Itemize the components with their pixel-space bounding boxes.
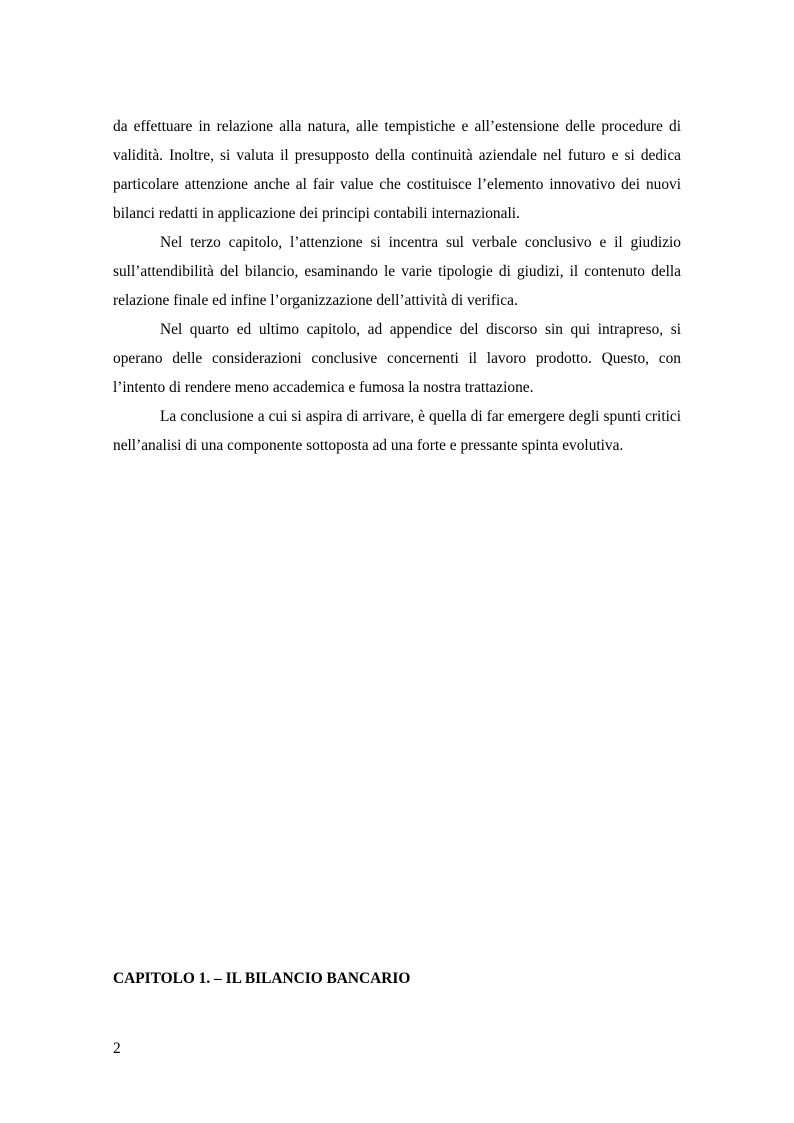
paragraph-fourth-chapter: Nel quarto ed ultimo capitolo, ad appendice del discorso sin qui intrapreso, si operano delle considerazioni conclusive concernenti il lavoro prodotto. Questo, con l’intento di rendere meno accademica e fumosa la nostra trattazione. [113, 321, 681, 396]
chapter-heading: CAPITOLO 1. – IL BILANCIO BANCARIO [113, 970, 411, 987]
paragraph-third-chapter: Nel terzo capitolo, l’attenzione si incentra sul verbale conclusivo e il giudizio sull’attendibilità del bilancio, esaminando le varie tipologie di giudizi, il contenuto della relazione finale ed infine l’organizzazione dell’attività di verifica. [113, 234, 681, 309]
paragraph-conclusion: La conclusione a cui si aspira di arrivare, è quella di far emergere degli spunti critici nell’analisi di una componente sottoposta ad una forte e pressante spinta evolutiva. [113, 408, 681, 454]
paragraph-continuation: da effettuare in relazione alla natura, alle tempistiche e all’estensione delle procedure di validità. Inoltre, si valuta il presupposto della continuità aziendale nel futuro e si dedica particolare attenzione anche al fair value che costituisce l’elemento innovativo dei nuovi bilanci redatti in applicazione dei principi contabili internazionali. [113, 118, 681, 222]
body-text [113, 112, 681, 460]
page-number: 2 [113, 1040, 121, 1057]
